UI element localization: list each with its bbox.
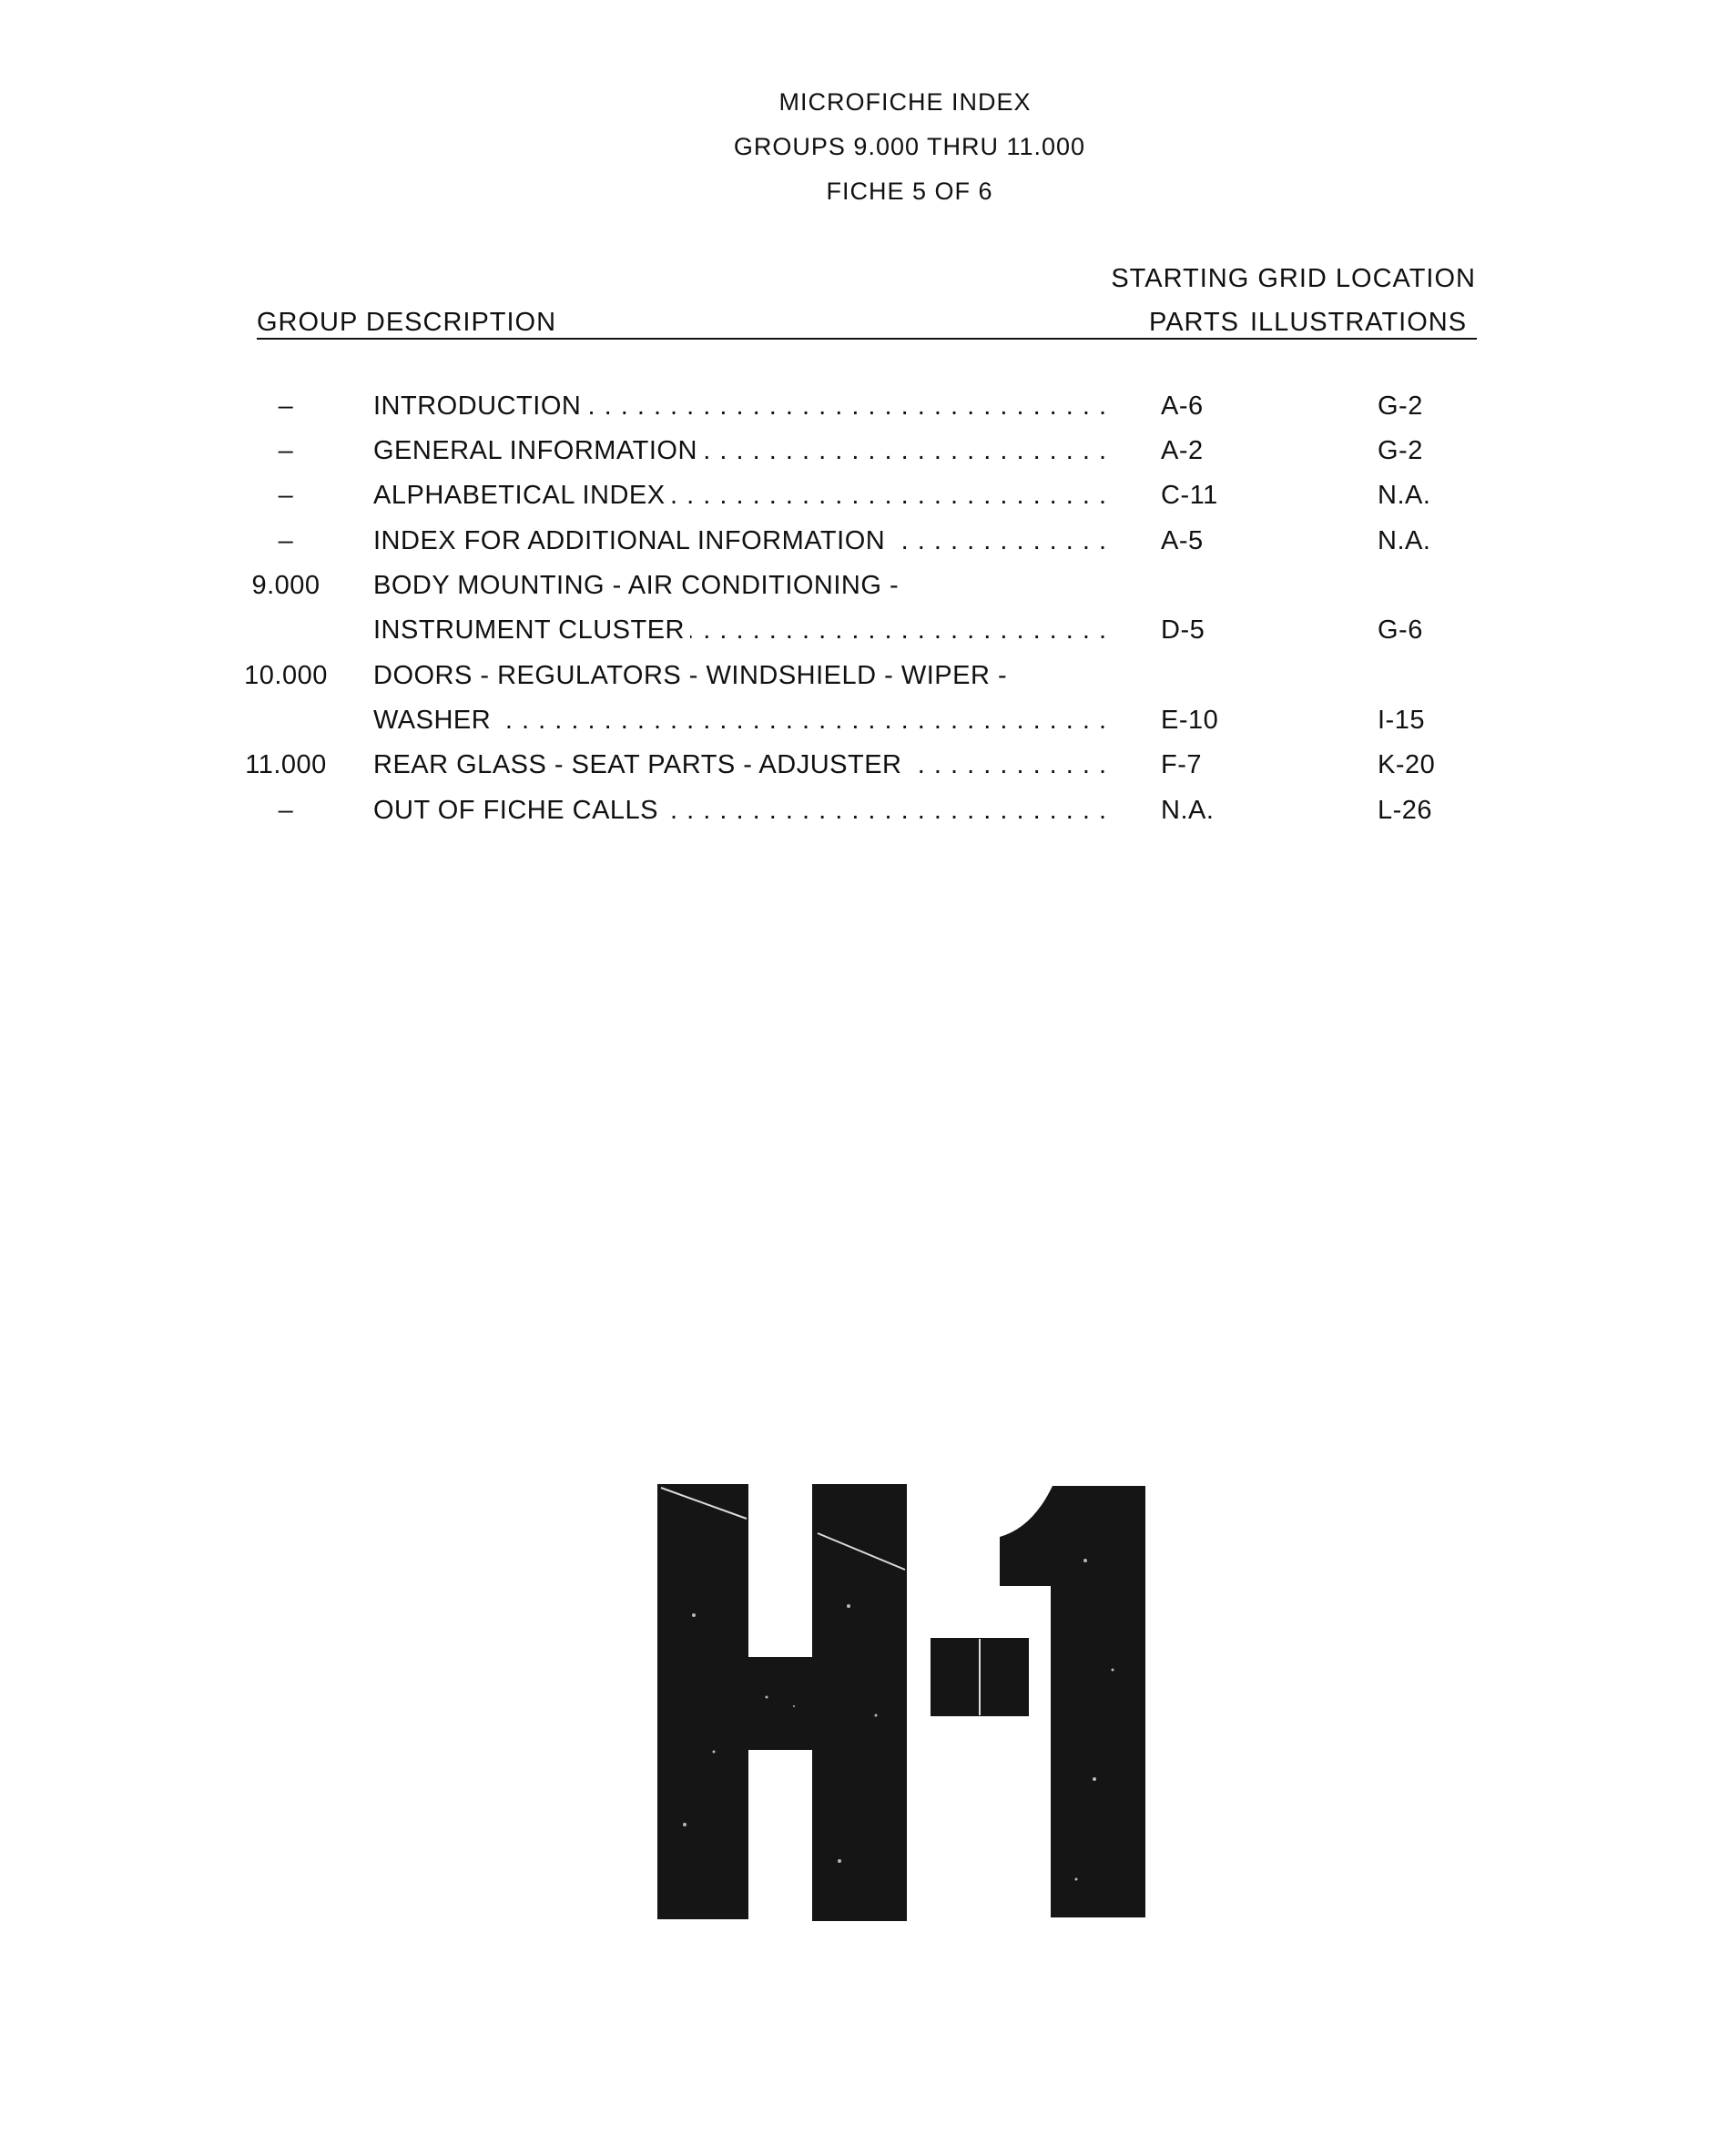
group-number: – — [278, 796, 294, 825]
illustrations-location: N.A. — [1378, 526, 1431, 555]
illustrations-location: G-6 — [1378, 615, 1423, 645]
group-number: 11.000 — [245, 750, 327, 779]
group-number: 9.000 — [251, 571, 320, 600]
table-row — [0, 526, 1719, 571]
parts-location: A-6 — [1161, 392, 1204, 421]
table-row — [0, 796, 1719, 840]
table-row — [0, 615, 1719, 660]
illustrations-location: G-2 — [1378, 392, 1423, 421]
title-block — [0, 80, 1719, 214]
group-description: INSTRUMENT CLUSTER . . . — [373, 615, 1107, 646]
parts-location: D-5 — [1161, 615, 1205, 645]
illustrations-location: L-26 — [1378, 796, 1433, 825]
table-row — [0, 706, 1719, 750]
illustrations-location: G-2 — [1378, 436, 1423, 465]
group-description: GENERAL INFORMATION . . . — [373, 436, 1107, 466]
illustrations-location: N.A. — [1378, 481, 1431, 510]
table-row — [0, 571, 1719, 615]
parts-location: A-2 — [1161, 436, 1204, 465]
page-title: MICROFICHE INDEX — [778, 88, 1032, 116]
fiche-number: FICHE 5 OF 6 — [826, 178, 993, 205]
illustrations-column-header: ILLUSTRATIONS — [1250, 308, 1468, 337]
starting-grid-location-header: STARTING GRID LOCATION — [1111, 264, 1476, 293]
parts-location: A-5 — [1161, 526, 1204, 555]
group-description: ALPHABETICAL INDEX . . . — [373, 481, 1107, 511]
group-description: WASHER . . . — [373, 706, 1107, 736]
fiche-label-h1 — [657, 1479, 1151, 1921]
group-number: – — [278, 481, 294, 510]
parts-column-header: PARTS — [1149, 308, 1240, 337]
table-row — [0, 661, 1719, 706]
parts-location: F-7 — [1161, 750, 1202, 779]
groups-range: GROUPS 9.000 THRU 11.000 — [733, 133, 1086, 160]
group-description: OUT OF FICHE CALLS . . . — [373, 796, 1107, 826]
parts-location: E-10 — [1161, 706, 1219, 735]
header-rule — [257, 338, 1477, 340]
table-row — [0, 392, 1719, 436]
illustrations-location: K-20 — [1378, 750, 1436, 779]
group-description: INDEX FOR ADDITIONAL INFORMATION . . . — [373, 526, 1107, 556]
table-row — [0, 481, 1719, 525]
group-description: BODY MOUNTING - AIR CONDITIONING - — [373, 571, 1107, 601]
table-row — [0, 436, 1719, 481]
group-description: INTRODUCTION . . . — [373, 392, 1107, 422]
group-description: REAR GLASS - SEAT PARTS - ADJUSTER . . . — [373, 750, 1107, 780]
group-number: 10.000 — [244, 661, 328, 690]
group-number: – — [278, 526, 294, 555]
group-number: – — [278, 436, 294, 465]
group-description-header: GROUP DESCRIPTION — [257, 308, 557, 337]
table-row — [0, 750, 1719, 795]
parts-location: C-11 — [1161, 481, 1218, 510]
illustrations-location: I-15 — [1378, 706, 1425, 735]
group-number: – — [278, 392, 294, 421]
parts-location: N.A. — [1161, 796, 1215, 825]
group-description: DOORS - REGULATORS - WINDSHIELD - WIPER - — [373, 661, 1107, 691]
